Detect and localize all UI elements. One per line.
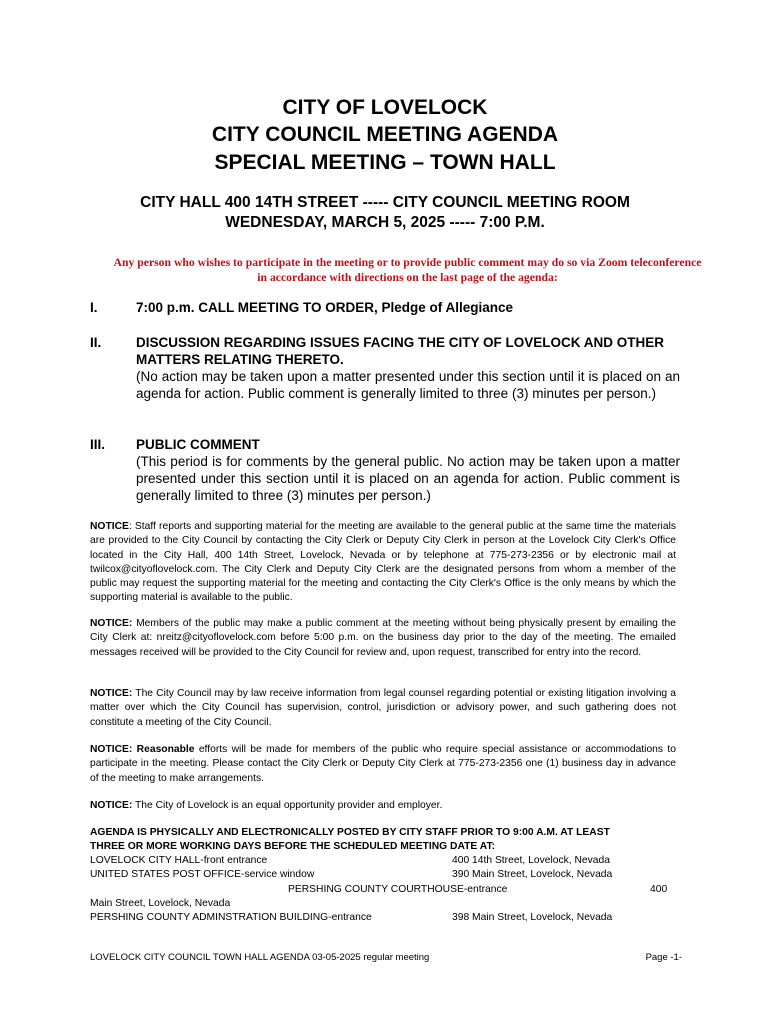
agenda-item-heading: DISCUSSION REGARDING ISSUES FACING THE CITY OF LOVELOCK AND OTHER MATTERS RELATING THERETO. <box>136 335 665 367</box>
zoom-notice <box>80 255 735 285</box>
meeting-date-time: WEDNESDAY, MARCH 5, 2025 ----- 7:00 P.M. <box>225 214 545 231</box>
agenda-item-heading: PUBLIC COMMENT <box>136 437 260 452</box>
posting-location-name: PERSHING COUNTY ADMINSTRATION BUILDING-entrance <box>90 912 372 924</box>
posting-location-row <box>90 883 676 897</box>
notice-label: NOTICE: Reasonable <box>90 744 195 755</box>
posting-heading-line1: AGENDA IS PHYSICALLY AND ELECTRONICALLY POSTED BY CITY STAFF PRIOR TO 9:00 A.M. AT LEAST <box>90 827 610 838</box>
posting-location-name: PERSHING COUNTY COURTHOUSE-entrance <box>288 883 508 895</box>
agenda-item-number: III. <box>90 437 106 452</box>
header-special-meeting: SPECIAL MEETING – TOWN HALL <box>214 151 556 174</box>
posting-location-row <box>90 897 676 911</box>
notice-text: Members of the public may make a public comment at the meeting without being physically present by emailing the City Clerk at: nreitz@cityoflovelock.com before 5:00 p.m. on the business day prior to the day of the meeting. The emailed messages received will be provided to the City Council for review and, upon request, transcribed for entry into the record. <box>90 618 676 658</box>
meeting-location: CITY HALL 400 14TH STREET ----- CITY COUNCIL MEETING ROOM <box>140 194 630 211</box>
posting-location-address: Main Street, Lovelock, Nevada <box>90 897 231 909</box>
posting-location-name: LOVELOCK CITY HALL-front entrance <box>90 855 268 866</box>
zoom-notice-line2: in accordance with directions on the last page of the agenda: <box>257 271 558 284</box>
posting-heading <box>90 826 676 855</box>
footer-page-number: Page -1- <box>645 952 682 963</box>
notice-accommodations <box>90 743 676 786</box>
notice-legal-counsel <box>90 687 676 730</box>
posting-heading-line2: THREE OR MORE WORKING DAYS BEFORE THE SCHEDULED MEETING DATE AT: <box>90 841 496 853</box>
notice-public-comment-email <box>90 617 676 660</box>
agenda-item-heading: 7:00 p.m. CALL MEETING TO ORDER, Pledge of Allegiance <box>136 300 514 315</box>
footer-document-title: LOVELOCK CITY COUNCIL TOWN HALL AGENDA 03-05-2025 regular meeting <box>90 952 430 963</box>
notice-text: The City of Lovelock is an equal opportunity provider and employer. <box>132 800 443 811</box>
notice-text: efforts will be made for members of the public who require special assistance or accommodations to participate in the meeting. Please contact the City Clerk or Deputy City Clerk at 775-273-2356 one (1) business day in advance of the meeting to make arrangements. <box>90 744 676 784</box>
posting-location-name: UNITED STATES POST OFFICE-service window <box>90 869 315 881</box>
posting-location-address: 390 Main Street, Lovelock, Nevada <box>452 869 613 881</box>
notice-staff-reports <box>90 520 676 606</box>
notice-label: NOTICE: <box>90 618 133 629</box>
agenda-item-description: (No action may be taken upon a matter presented under this section until it is placed on an agenda for action. Public comment is generally limited to three (3) minutes per person.) <box>136 369 680 401</box>
posting-location-row <box>90 868 676 882</box>
notice-text: : Staff reports and supporting material for the meeting are available to the general public at the same time the materials are provided to the City Council by contacting the City Clerk or Deputy City Clerk in person at the Lovelock City Clerk's Office located in the City Hall, 400 14th Street, Lovelock, Nevada or by telephone at 775-273-2356 or by electronic mail at twilcox@cityoflovelock.com. The City Clerk and Deputy City Clerk are the designated persons from whom a member of the public may request the supporting material for the meeting and contacting the City Clerk's Office is the only means by which the supporting material is available to the public. <box>90 521 676 604</box>
posting-locations <box>90 854 676 925</box>
notice-text: The City Council may by law receive information from legal counsel regarding potential or existing litigation involving a matter over which the City Council has supervision, control, jurisdiction or advisory power, and such gathering does not constitute a meeting of the City Council. <box>90 688 676 728</box>
posting-location-address: 398 Main Street, Lovelock, Nevada <box>452 912 613 924</box>
posting-location-row <box>90 854 676 868</box>
agenda-item-number: I. <box>90 300 98 315</box>
posting-location-row <box>90 911 676 925</box>
zoom-notice-line1: Any person who wishes to participate in the meeting or to provide public comment may do so via Zoom teleconference <box>113 256 702 269</box>
header-city: CITY OF LOVELOCK <box>282 96 488 119</box>
notice-label: NOTICE: <box>90 688 133 699</box>
posting-location-address: 400 14th Street, Lovelock, Nevada <box>452 855 610 866</box>
header-agenda: CITY COUNCIL MEETING AGENDA <box>211 123 559 146</box>
notice-equal-opportunity <box>90 799 676 813</box>
notice-label: NOTICE <box>90 521 129 532</box>
agenda-item-description: (This period is for comments by the general public. No action may be taken upon a matter presented under this section until it is placed on an agenda for action. Public comment is generally limited to three (3) minutes per person.) <box>136 454 680 503</box>
notice-label: NOTICE: <box>90 800 133 811</box>
agenda-item-number: II. <box>90 335 102 350</box>
posting-location-address: 400 <box>650 883 668 895</box>
